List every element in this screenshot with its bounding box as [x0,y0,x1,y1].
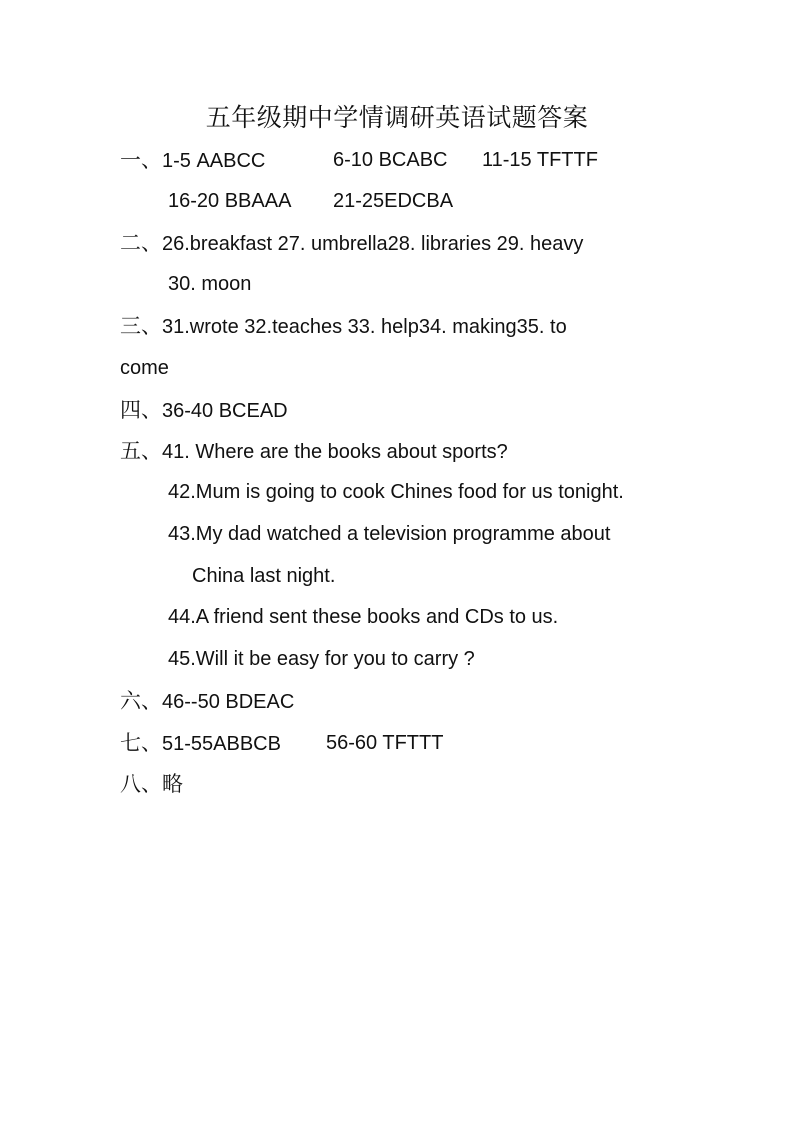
answer-45: 45.Will it be easy for you to carry ? [168,648,475,670]
section-6-marker: 六、 [120,689,162,713]
section-1-marker: 一、 [120,148,162,172]
section-8-marker: 八、 [120,772,162,796]
section-5 [120,436,508,467]
answers-omitted: 略 [162,772,183,796]
page-title: 五年级期中学情调研英语试题答案 [205,103,589,132]
answer-41: 41. Where are the books about sports? [162,441,508,463]
answers-21-25: 21-25EDCBA [333,190,454,212]
answer-43: 43.My dad watched a television programme about [168,523,611,545]
section-7 [120,728,281,759]
answer-42: 42.Mum is going to cook Chines food for us tonight. [168,481,624,503]
section-1 [120,145,265,176]
answer-43-continued: China last night. [192,565,336,587]
answers-36-40: 36-40 BCEAD [162,400,288,422]
answers-26-29: 26.breakfast 27. umbrella28. libraries 29. heavy [162,233,584,255]
section-5-marker: 五、 [120,439,162,463]
section-2 [120,228,583,259]
answers-31-35: 31.wrote 32.teaches 33. help34. making35. to [162,316,567,338]
answers-35-continued: come [120,357,169,379]
answers-6-10: 6-10 BCABC [333,149,448,171]
answers-1-5: 1-5 AABCC [162,150,266,172]
section-4-marker: 四、 [120,398,162,422]
answers-30: 30. moon [168,273,252,295]
answers-51-55: 51-55ABBCB [162,733,281,755]
answers-56-60: 56-60 TFTTT [326,732,444,754]
section-8 [120,769,183,800]
answers-16-20: 16-20 BBAAA [168,190,292,212]
answer-44: 44.A friend sent these books and CDs to us. [168,606,559,628]
section-3-marker: 三、 [120,314,162,338]
answers-11-15: 11-15 TFTTF [482,149,598,171]
section-7-marker: 七、 [120,731,162,755]
section-4 [120,395,288,426]
section-6 [120,686,294,717]
section-3 [120,311,567,342]
answers-46-50: 46--50 BDEAC [162,691,295,713]
section-2-marker: 二、 [120,231,162,255]
